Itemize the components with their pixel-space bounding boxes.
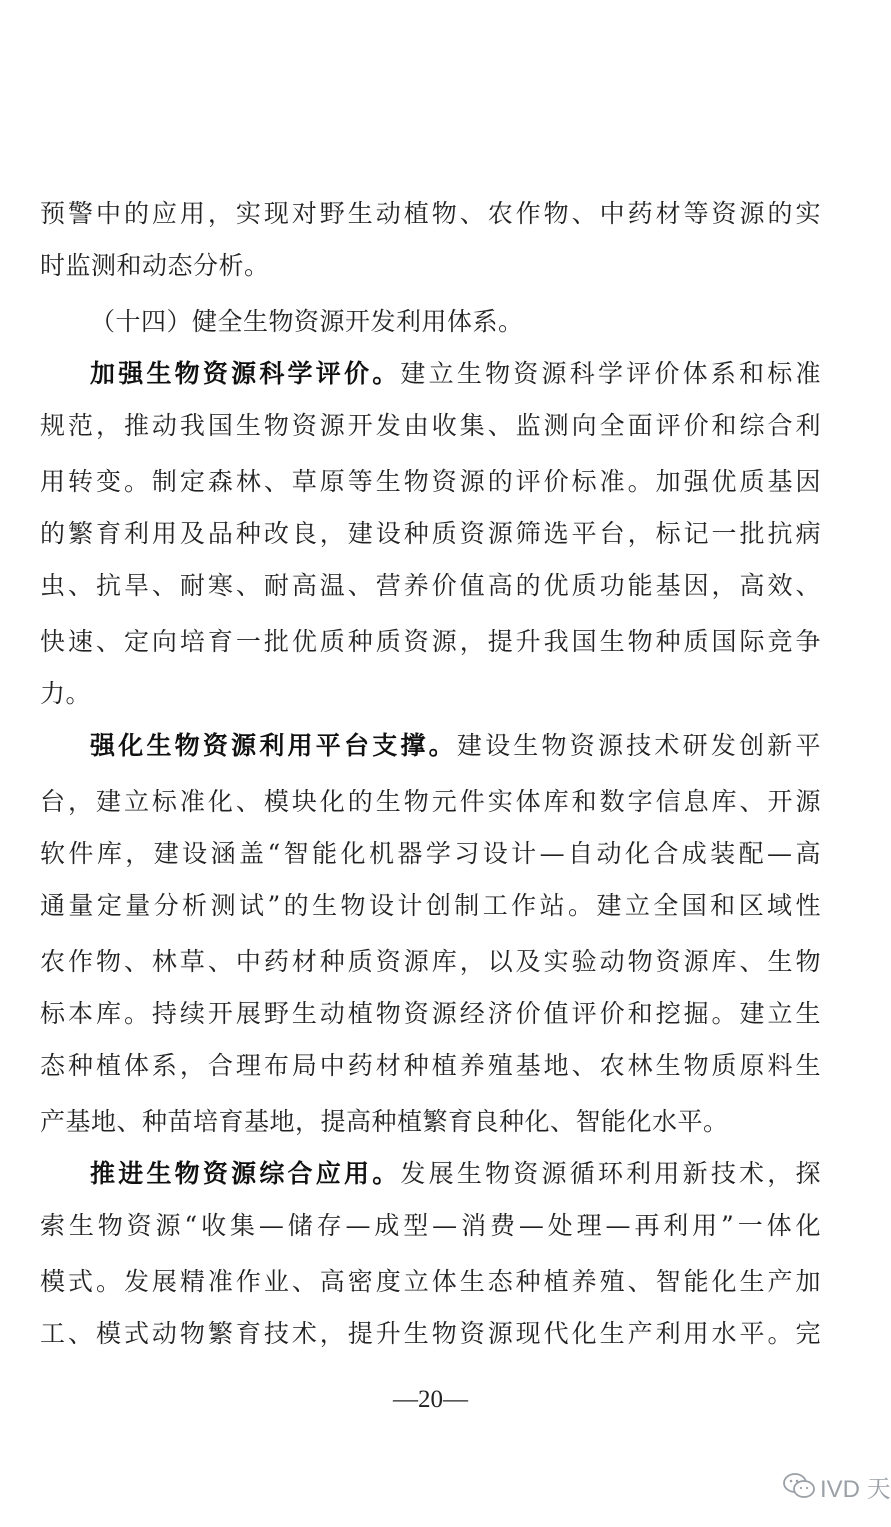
page-number: —20—	[393, 1386, 468, 1413]
text-line: 标本库。持续开展野生动植物资源经济价值评价和挖掘。建立生	[40, 999, 821, 1028]
watermark	[782, 1466, 891, 1506]
text-line: 台，建立标准化、模块化的生物元件实体库和数字信息库、开源	[40, 787, 821, 816]
paragraph-first-line	[90, 1148, 821, 1200]
text-line: 力。	[40, 679, 92, 708]
wechat-icon	[782, 1472, 816, 1500]
text-line: 农作物、林草、中药材种质资源库，以及实验动物资源库、生物	[40, 947, 821, 976]
paragraph-first-line	[90, 720, 821, 772]
text-line: 工、模式动物繁育技术，提升生物资源现代化生产利用水平。完	[40, 1319, 821, 1348]
text-line: 态种植体系，合理布局中药材种植养殖基地、农林生物质原料生	[40, 1051, 821, 1080]
text-line: 规范，推动我国生物资源开发由收集、监测向全面评价和综合利	[40, 411, 821, 440]
text-line: 通量定量分析测试”的生物设计创制工作站。建立全国和区域性	[40, 891, 821, 920]
watermark-text: IVD 天	[820, 1475, 891, 1503]
paragraph-text: 建立生物资源科学评价体系和标准	[400, 359, 821, 388]
paragraph-lead: 强化生物资源利用平台支撑。	[90, 731, 457, 760]
section-heading: （十四）健全生物资源开发利用体系。	[90, 307, 524, 336]
paragraph-lead: 加强生物资源科学评价。	[90, 359, 401, 388]
text-line: 快速、定向培育一批优质种质资源，提升我国生物种质国际竞争	[40, 627, 821, 656]
paragraph-text: 建设生物资源技术研发创新平	[456, 731, 821, 760]
text-line: 预警中的应用，实现对野生动植物、农作物、中药材等资源的实	[40, 199, 821, 228]
text-line: 索生物资源“收集—储存—成型—消费—处理—再利用”一体化	[40, 1211, 821, 1240]
paragraph-first-line	[90, 348, 821, 400]
paragraph-text: 发展生物资源循环利用新技术，探	[400, 1159, 821, 1188]
text-line: 用转变。制定森林、草原等生物资源的评价标准。加强优质基因	[40, 467, 821, 496]
text-line: 模式。发展精准作业、高密度立体生态种植养殖、智能化生产加	[40, 1267, 821, 1296]
text-line: 的繁育利用及品种改良，建设种质资源筛选平台，标记一批抗病	[40, 519, 821, 548]
text-line: 产基地、种苗培育基地，提高种植繁育良种化、智能化水平。	[40, 1107, 729, 1136]
text-line: 时监测和动态分析。	[40, 251, 270, 280]
text-line: 虫、抗旱、耐寒、耐高温、营养价值高的优质功能基因，高效、	[40, 571, 821, 600]
text-line: 软件库，建设涵盖“智能化机器学习设计—自动化合成装配—高	[40, 839, 821, 868]
paragraph-lead: 推进生物资源综合应用。	[90, 1159, 401, 1188]
